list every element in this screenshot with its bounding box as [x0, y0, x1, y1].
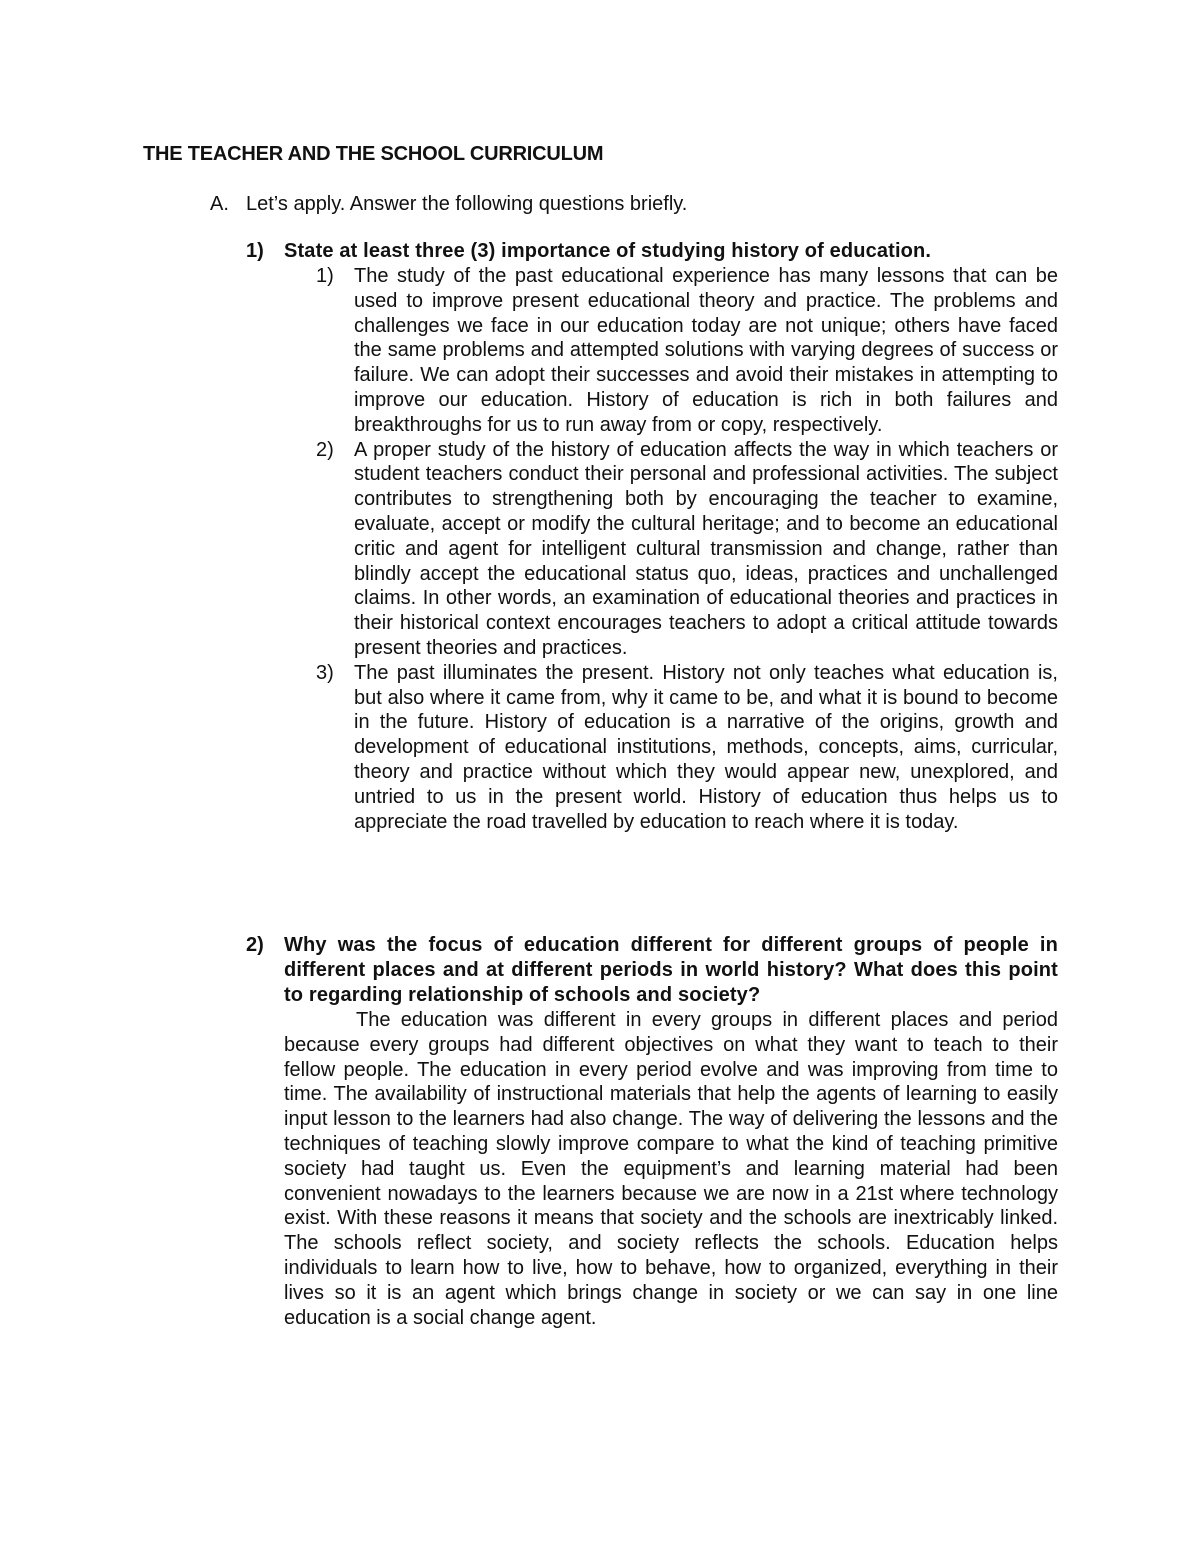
question-number: 1): [246, 240, 264, 262]
section-instruction: [210, 192, 687, 216]
question-text: State at least three (3) importance of studying history of education.: [284, 240, 932, 262]
question-2: [246, 933, 1058, 1007]
answer-number: 1): [316, 265, 334, 287]
document-title: THE TEACHER AND THE SCHOOL CURRICULUM: [143, 143, 604, 165]
answer-text: A proper study of the history of education affects the way in which teachers or student teachers conduct their personal and professional activities. The subject contributes to strengthening both by encouraging the teacher to examine, evaluate, accept or modify the cultural heritage; and to become an educational critic and agent for intelligent cultural transmission and change, rather than blindly accept the educational status quo, ideas, practices and unchallenged claims. In other words, an examination of educational theories and practices in their historical context encourages teachers to adopt a critical attitude towards present theories and practices.: [354, 438, 1058, 659]
answer-number: 2): [316, 438, 334, 461]
answer-text: The study of the past educational experience has many lessons that can be used to improve present educational theory and practice. The problems and challenges we face in our education today are not unique; others have faced the same problems and attempted solutions with varying degrees of success or failure. We can adopt their successes and avoid their mistakes in attempting to improve our education. History of education is rich in both failures and breakthroughs for us to run away from or copy, respectively.: [354, 265, 1058, 436]
answer-text: The past illuminates the present. History not only teaches what education is, but also where it came from, why it came to be, and what it is bound to become in the future. History of education is a narrative of the origins, growth and development of educational institutions, methods, concepts, aims, curricular, theory and practice without which they would appear new, unexplored, and untried to us in the present world. History of education thus helps us to appreciate the road travelled by education to reach where it is today.: [354, 661, 1058, 833]
question-2-answer: The education was different in every groups in different places and period because every groups had different objectives on what they want to teach to their fellow people. The education in every period evolve and was improving from time to time. The availability of instructional materials that help the agents of learning to easily input lesson to the learners had also change. The way of delivering the lessons and the techniques of teaching slowly improve compare to what the kind of teaching primitive society had taught us. Even the equipment’s and learning material had been convenient nowadays to the learners because we are now in a 21st where technology exist. With these reasons it means that society and the schools are inextricably linked. The schools reflect society, and society reflects the schools. Education helps individuals to learn how to live, how to behave, how to organized, everything in their lives so it is an agent which brings change in society or we can say in one line education is a social change agent.: [284, 1009, 1058, 1329]
section-letter: A.: [210, 193, 229, 215]
answer-number: 3): [316, 661, 334, 684]
answer-item: [316, 264, 1058, 438]
question-1-answers: [316, 264, 1058, 834]
question-text: Why was the focus of education different for different groups of people in different places and at different periods in world history? What does this point to regarding relationship of schools and society?: [284, 934, 1058, 1006]
answer-item: [316, 438, 1058, 661]
question-number: 2): [246, 934, 264, 956]
question-1: [246, 239, 1058, 264]
section-instruction-text: Let’s apply. Answer the following questions briefly.: [246, 193, 688, 215]
answer-item: [316, 661, 1058, 835]
